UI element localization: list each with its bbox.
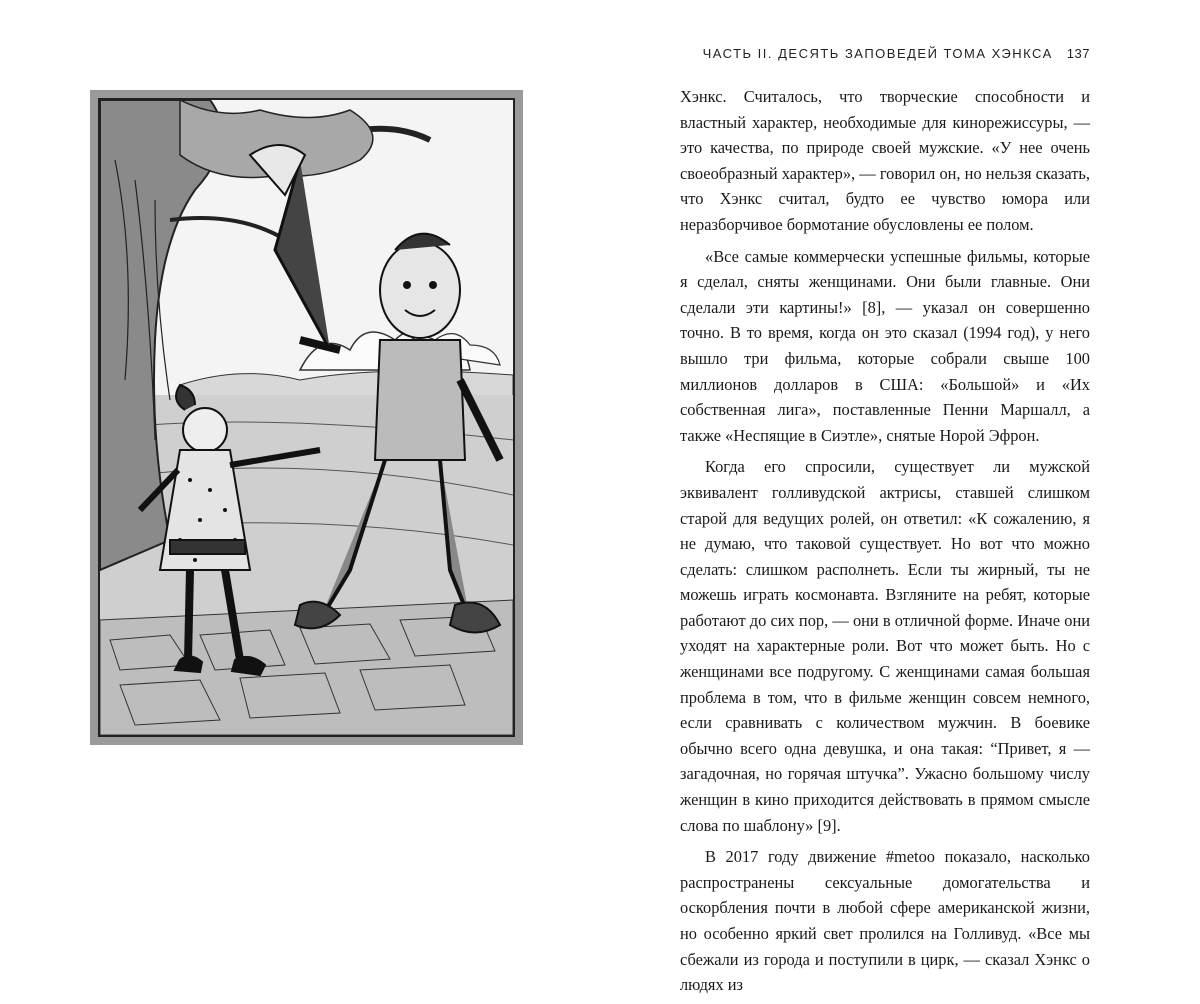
illustration-frame	[90, 90, 523, 745]
paragraph: Когда его спросили, существует ли мужской эквивалент голливудской актрисы, ставшей слишком старой для ведущих ролей, он ответил: «К сожалению, я не думаю, что таковой существует. Но вот что можно сделать: слишком располнеть. Если ты жирный, ты не можешь играть космонавта. Взгляните на ребят, которые работают до сих пор, — они в отличной форме. Иначе они уходят на характерные роли. Вот что может быть. Но с женщинами все подругому. С женщинами самая большая проблема в том, что в фильме женщин совсем немного, если сравнивать с количеством мужчин. В боевике обычно всего одна девушка, и она такая: “Привет, я — загадочная, но горячая штучка”. Ужасно большому числу женщин в кино приходится действовать в прямом смысле слова по шаблону» [9].	[680, 457, 1090, 835]
paragraph: Хэнкс. Считалось, что творческие способности и властный характер, необходимые для кинорежиссуры, — это качества, по природе своей мужские. «У нее очень своеобразный характер», — говорил он, но нельзя сказать, что Хэнкс считал, будто ее чувство юмора или неразборчивое бормотание обусловлены ее полом.	[680, 87, 1090, 234]
paragraph: «Все самые коммерчески успешные фильмы, которые я сделал, сняты женщинами. Они были главные. Они сделали эти картины!» [8], — указал он совершенно точно. В то время, когда он это сказал (1994 год), у него вышло три фильма, которые собрали свыше 100 миллионов долларов в США: «Большой» и «Их собственная лига», поставленные Пенни Маршалл, а также «Неспящие в Сиэтле», снятые Норой Эфрон.	[680, 246, 1090, 445]
paragraph: В 2017 году движение #metoo показало, насколько распространены сексуальные домогательства и оскорбления почти в любой сфере американской жизни, но особенно яркий свет пролился на Голливуд. «Все мы сбежали из города и поступили в цирк, — сказал Хэнкс о людях из	[680, 847, 1090, 995]
page-number: 137	[1066, 46, 1090, 61]
illustration-drawing	[100, 100, 513, 735]
running-head-title: ЧАСТЬ II. ДЕСЯТЬ ЗАПОВЕДЕЙ ТОМА ХЭНКСА	[702, 46, 1053, 61]
running-head	[600, 46, 1090, 66]
scarecrow-and-girl-illustration	[98, 98, 515, 737]
body-text	[680, 84, 1090, 1004]
